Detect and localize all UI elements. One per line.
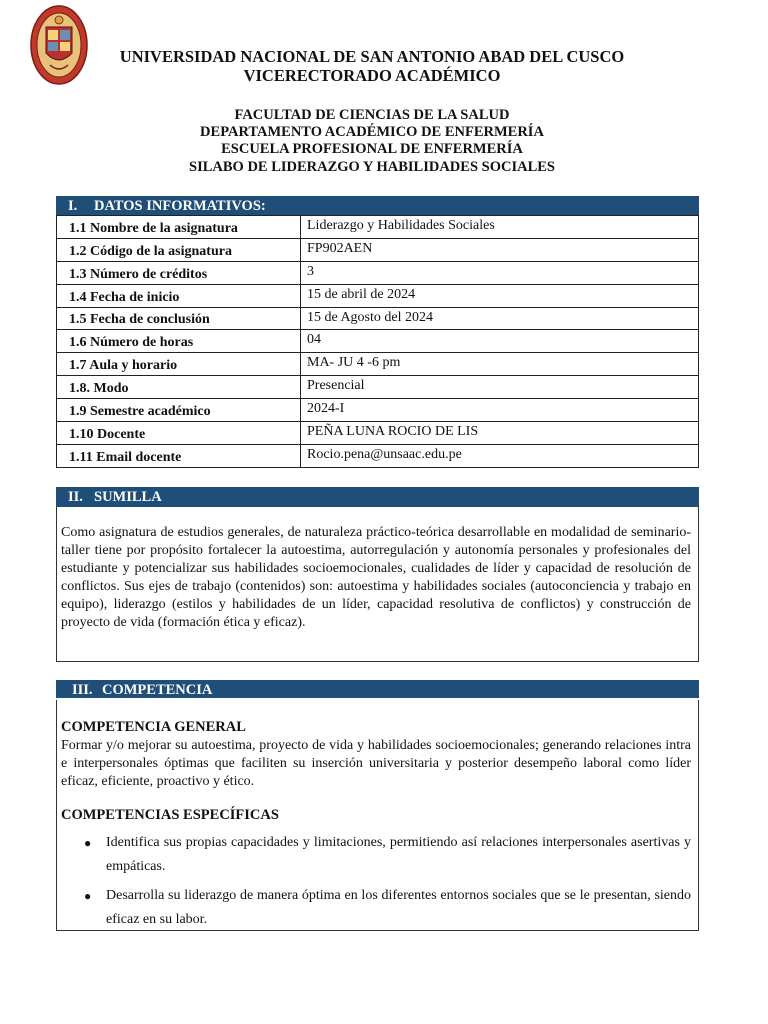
competencias-especificas-heading: COMPETENCIAS ESPECÍFICAS: [61, 807, 279, 823]
table-row: [57, 238, 699, 261]
department-name: DEPARTAMENTO ACADÉMICO DE ENFERMERÍA: [200, 124, 544, 140]
table-cell-value: Liderazgo y Habilidades Sociales: [301, 216, 699, 239]
table-row: [57, 399, 699, 422]
faculty-name: FACULTAD DE CIENCIAS DE LA SALUD: [234, 107, 510, 123]
section-sumilla-header: [56, 487, 699, 507]
table-cell-value: FP902AEN: [301, 238, 699, 261]
table-cell-value: 04: [301, 330, 699, 353]
table-row: [57, 330, 699, 353]
bullet-icon: ●: [84, 836, 92, 850]
table-cell-value: Presencial: [301, 376, 699, 399]
list-item-text: Identifica sus propias capacidades y limitaciones, permitiendo así relaciones interpersonales asertivas y empáticas.: [106, 835, 691, 874]
table-cell-label: 1.4 Fecha de inicio: [57, 284, 301, 307]
table-row: [57, 261, 699, 284]
table-row: [57, 216, 699, 239]
section-title: DATOS INFORMATIVOS:: [94, 198, 266, 214]
table-cell-label: 1.11 Email docente: [57, 444, 301, 467]
table-cell-value: 3: [301, 261, 699, 284]
list-item: [84, 831, 691, 879]
table-cell-value: 15 de abril de 2024: [301, 284, 699, 307]
bullet-icon: ●: [84, 889, 92, 903]
table-row: [57, 284, 699, 307]
table-cell-label: 1.2 Código de la asignatura: [57, 238, 301, 261]
table-cell-value: PEÑA LUNA ROCIO DE LIS: [301, 422, 699, 445]
table-cell-label: 1.6 Número de horas: [57, 330, 301, 353]
school-name: ESCUELA PROFESIONAL DE ENFERMERÍA: [221, 141, 523, 157]
table-row: [57, 376, 699, 399]
info-table: [56, 215, 699, 468]
section-competencia-header: [56, 680, 699, 700]
table-cell-label: 1.8. Modo: [57, 376, 301, 399]
list-item-text: Desarrolla su liderazgo de manera óptima en los diferentes entornos sociales que se le presentan, siendo eficaz en su labor.: [106, 888, 691, 927]
table-row: [57, 422, 699, 445]
table-cell-value: Rocio.pena@unsaac.edu.pe: [301, 444, 699, 467]
sumilla-text: Como asignatura de estudios generales, de naturaleza práctico-teórica desarrollable en modalidad de seminario- taller tiene por propósito fortalecer la autoestima, autorregulación y autonomía personales y profesionales del estudiante y potencializar sus habilidades socioemocionales, cualidades de líder y capacidad de resolución de conflictos. Sus ejes de trabajo (contenidos) son: autoestima y habilidades sociales (autoconciencia y trabajo en equipo), liderazgo (estilos y habilidades de un líder, capacidad resolutiva de conflictos) y construcción de proyecto de vida (formación ética y eficaz).: [61, 525, 691, 630]
syllabus-title: SILABO DE LIDERAZGO Y HABILIDADES SOCIALES: [189, 159, 555, 175]
table-cell-label: 1.1 Nombre de la asignatura: [57, 216, 301, 239]
section-datos-informativos-header: [56, 196, 699, 216]
section-title: COMPETENCIA: [102, 682, 213, 698]
competencia-general-heading: COMPETENCIA GENERAL: [61, 719, 246, 735]
table-cell-value: MA- JU 4 -6 pm: [301, 353, 699, 376]
vice-rectorate: VICERECTORADO ACADÉMICO: [243, 66, 501, 85]
table-row: [57, 307, 699, 330]
table-cell-label: 1.5 Fecha de conclusión: [57, 307, 301, 330]
table-cell-label: 1.7 Aula y horario: [57, 353, 301, 376]
table-cell-value: 15 de Agosto del 2024: [301, 307, 699, 330]
section-title: SUMILLA: [94, 489, 162, 505]
table-row: [57, 444, 699, 467]
section-number: I.: [68, 198, 78, 214]
table-row: [57, 353, 699, 376]
table-cell-label: 1.3 Número de créditos: [57, 261, 301, 284]
table-cell-value: 2024-I: [301, 399, 699, 422]
table-cell-label: 1.9 Semestre académico: [57, 399, 301, 422]
table-cell-label: 1.10 Docente: [57, 422, 301, 445]
competencia-general-text: Formar y/o mejorar su autoestima, proyecto de vida y habilidades socioemocionales; generando relaciones intra e interpersonales óptimas que faciliten su inserción universitaria y posterior desempeño laboral como líder eficaz, eficiente, proactivo y ético.: [61, 738, 691, 789]
university-name: UNIVERSIDAD NACIONAL DE SAN ANTONIO ABAD DEL CUSCO: [119, 47, 625, 66]
section-number: III.: [72, 682, 93, 698]
list-item: [84, 884, 691, 932]
section-number: II.: [68, 489, 83, 505]
